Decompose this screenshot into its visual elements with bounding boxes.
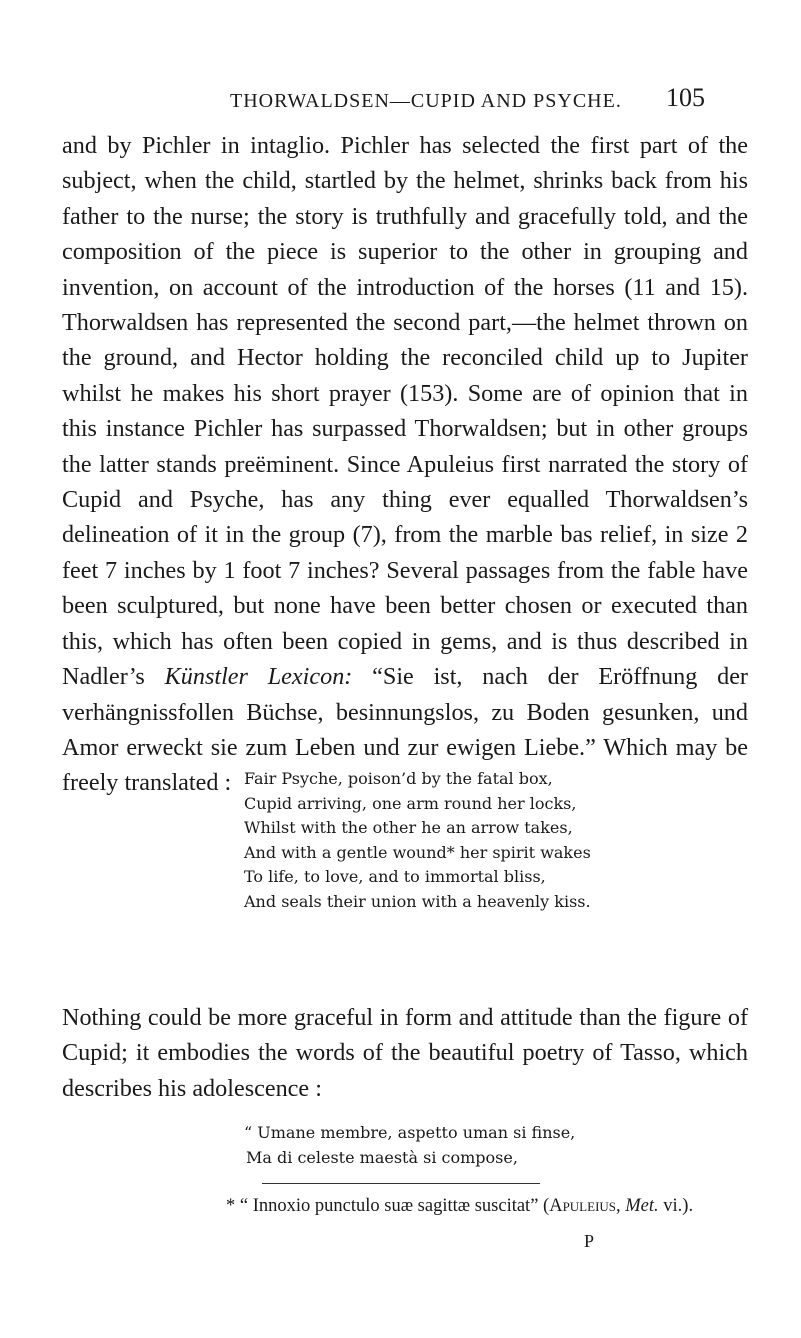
verse-line: And seals their union with a heavenly kiss.: [244, 891, 591, 911]
footnote-marker: *: [226, 1196, 240, 1216]
footnote-work: Met.: [625, 1196, 659, 1216]
footnote: [226, 1196, 693, 1217]
verse-line: Fair Psyche, poison’d by the fatal box,: [244, 769, 553, 788]
second-paragraph: Nothing could be more graceful in form and attitude than the figure of Cupid; it embodies the words of the beautiful poetry of Tasso, which describes his adolescence :: [62, 1004, 748, 1102]
verse-line: Cupid arriving, one arm round her locks,: [244, 793, 577, 813]
footnote-author: Apuleius: [549, 1196, 617, 1216]
footnote-reference: vi.).: [658, 1196, 694, 1216]
page-header: [0, 0, 801, 130]
footnote-quote: “ Innoxio punctulo suæ sagittæ suscitat” (: [239, 1196, 550, 1216]
verse-line: And with a gentle wound* her spirit wakes: [244, 842, 591, 862]
translated-verse: [244, 767, 591, 915]
verse-line: Whilst with the other he an arrow takes,: [244, 818, 573, 838]
tasso-verse: [244, 1121, 575, 1170]
running-head: THORWALDSEN—CUPID AND PSYCHE.: [230, 90, 622, 112]
page-number: 105: [666, 83, 705, 112]
verse-line: Ma di celeste maestà si compose,: [246, 1147, 518, 1167]
main-paragraph: [62, 128, 748, 801]
signature-mark: P: [584, 1231, 595, 1251]
main-paragraph-text: and by Pichler in intaglio. Pichler has selected the first part of the subject, when the child, startled by the helmet, shrinks back from his father to the nurse; the story is truthfully and gracefully told, and the composition of the piece is superior to the other in grouping and invention, on account of the introduction of the horses (11 and 15). Thorwaldsen has represented the second part,—the helmet thrown on the ground, and Hector holding the reconciled child up to Jupiter whilst he makes his short prayer (153). Some are of opinion that in this instance Pichler has surpassed Thorwaldsen; but in other groups the latter stands preëminent. Since Apuleius first narrated the story of Cupid and Psyche, has any thing ever equalled Thorwaldsen’s delineation of it in the group (7), from the marble bas relief, in size 2 feet 7 inches by 1 foot 7 inches? Several passages from the fable have been sculptured, but none have been better chosen or executed than this, which has often been copied in gems, and is thus described in Nadler’s: [62, 132, 748, 691]
verse-line: “ Umane membre, aspetto uman si finse,: [244, 1123, 576, 1142]
footnote-separator: ,: [616, 1196, 626, 1216]
verse-line: To life, to love, and to immortal bliss,: [244, 867, 546, 887]
book-title-kunstler-lexicon: Künstler Lexicon:: [164, 663, 353, 691]
german-quote-and-translation-intro: “Sie ist, nach der Eröffnung der verhängnissfollen Büchse, besinnungslos, zu Boden gesunken, und Amor erweckt sie zum Leben und zur ewigen Liebe.” Which may be freely translated :: [62, 663, 748, 797]
footnote-divider: [262, 1183, 540, 1184]
